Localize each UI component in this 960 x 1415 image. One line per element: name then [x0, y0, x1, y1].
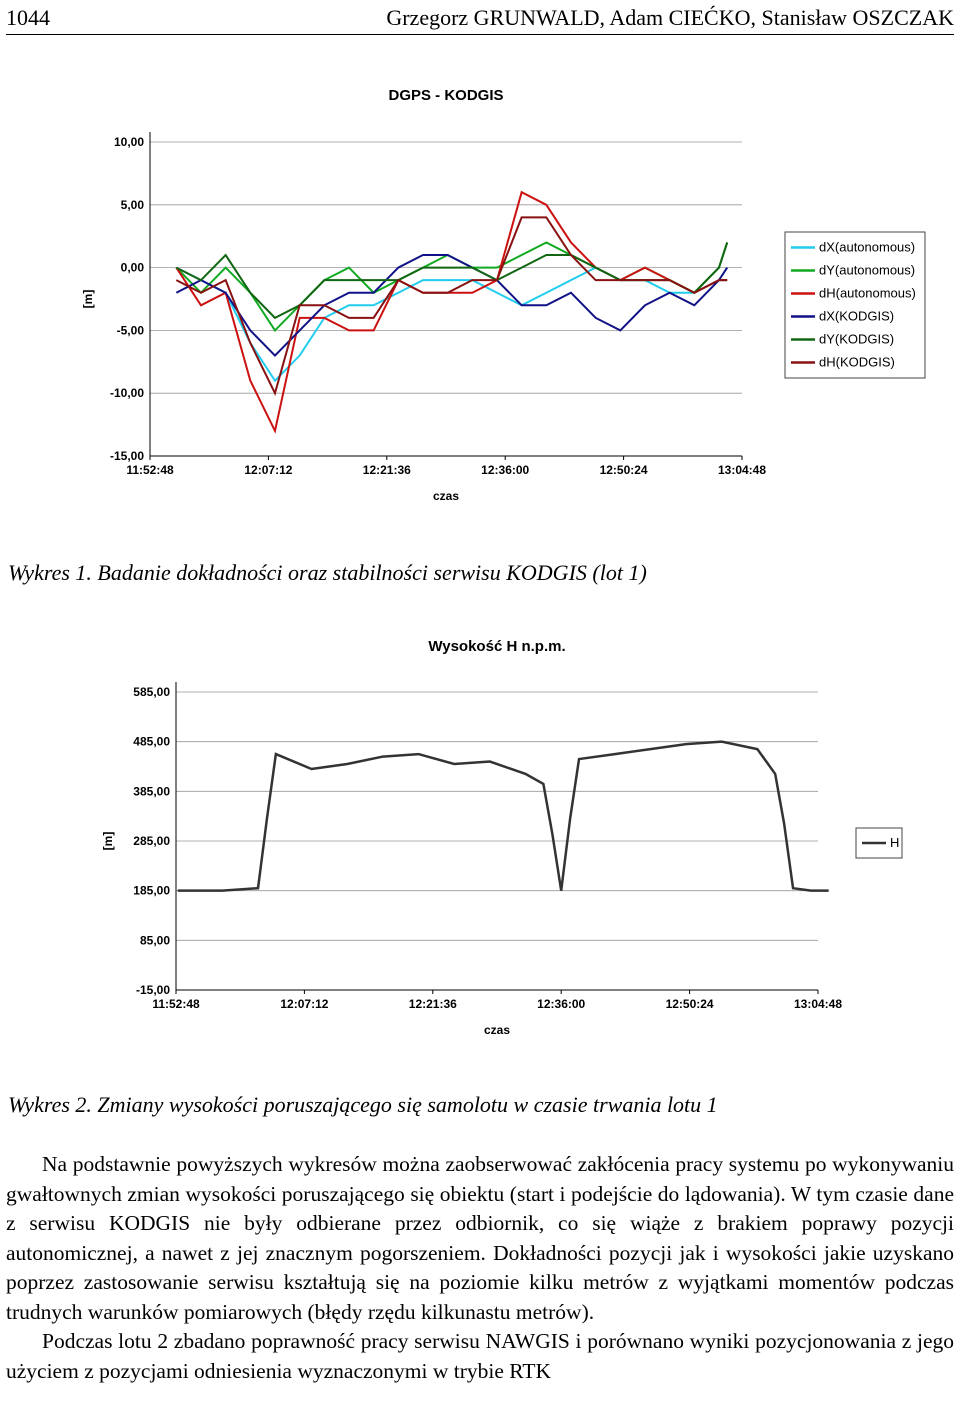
y-tick-label: -10,00: [109, 386, 144, 401]
x-tick-label: 11:52:48: [126, 463, 174, 477]
y-tick-label: 585,00: [133, 685, 170, 699]
x-tick-label: 13:04:48: [793, 997, 843, 1011]
y-tick-label: 85,00: [139, 933, 170, 948]
y-tick-label: 185,00: [133, 883, 170, 898]
y-tick-label: 0,00: [120, 260, 144, 275]
paragraph-1: Na podstawnie powyższych wykresów można zaobserwować zakłócenia pracy systemu po wykonywaniu gwałtownych zmian wysokości poruszającego się obiektu (start i podejście do lądowania). W tym czasie dane z serwisu KODGIS nie były odbierane przez odbiornik, co się wiąże z brakiem poprawy pozycji autonomicznej, a nawet z jej znacznym pogorszeniem. Dokładności pozycji jak i wysokości jakie uzyskano poprzez zastosowanie serwisu kształtują się na poziomie kilku metrów z wyjątkami momentów podczas trudnych warunków pomiarowych (błędy rzędu kilkunastu metrów).: [6, 1152, 954, 1324]
page-header: [6, 4, 954, 35]
chart-title: Wysokość H n.p.m.: [428, 638, 566, 655]
x-tick-label: 12:50:24: [665, 997, 714, 1011]
y-tick-label: -5,00: [116, 323, 144, 338]
x-tick-label: 13:04:48: [717, 463, 767, 477]
x-tick-label: 12:21:36: [408, 997, 457, 1011]
y-axis-label: [m]: [101, 831, 115, 851]
legend-label: dX(KODGIS): [819, 308, 895, 324]
y-tick-label: -15,00: [109, 449, 144, 463]
series-line: [178, 742, 829, 891]
y-tick-label: -15,00: [135, 983, 170, 997]
legend-label: dH(autonomous): [819, 285, 916, 301]
figure2-caption: Wykres 2. Zmiany wysokości poruszającego się samolotu w czasie trwania lotu 1: [8, 1092, 718, 1117]
chart-height: [0, 600, 960, 1080]
x-axis-label: czas: [432, 489, 460, 503]
x-tick-label: 12:21:36: [362, 463, 411, 477]
authors: Grzegorz GRUNWALD, Adam CIEĆKO, Stanisław OSZCZAK: [386, 5, 954, 30]
body-text: [6, 1150, 954, 1386]
y-tick-label: 485,00: [133, 734, 170, 749]
legend-label: dH(KODGIS): [819, 354, 895, 370]
x-tick-label: 12:07:12: [244, 463, 293, 477]
paragraph-2: Podczas lotu 2 zbadano poprawność pracy serwisu NAWGIS i porównano wyniki pozycjonowania z jego użyciem z pozycjami odniesienia wyznaczonymi w trybie RTK: [6, 1329, 954, 1383]
x-tick-label: 12:36:00: [481, 463, 530, 477]
legend-label: H: [890, 835, 900, 850]
x-tick-label: 11:52:48: [152, 997, 200, 1011]
y-tick-label: 10,00: [113, 135, 144, 149]
figure1-caption: Wykres 1. Badanie dokładności oraz stabilności serwisu KODGIS (lot 1): [8, 560, 647, 585]
chart-title: DGPS - KODGIS: [388, 87, 504, 104]
x-tick-label: 12:50:24: [599, 463, 648, 477]
chart-dgps-kodgis-svg: [0, 60, 960, 520]
y-tick-label: 5,00: [120, 197, 144, 212]
legend-label: dY(KODGIS): [819, 331, 895, 347]
y-tick-label: 385,00: [133, 784, 170, 799]
chart-height-svg: [0, 600, 960, 1080]
legend-label: dY(autonomous): [819, 262, 916, 278]
series-line: [176, 192, 727, 431]
page-number: 1044: [6, 5, 50, 30]
y-tick-label: 285,00: [133, 834, 170, 848]
series-line: [176, 242, 727, 330]
x-tick-label: 12:07:12: [280, 997, 329, 1011]
legend-label: dX(autonomous): [819, 239, 916, 255]
chart-dgps-kodgis: [0, 60, 960, 520]
x-axis-label: czas: [483, 1023, 511, 1037]
series-line: [176, 268, 727, 381]
x-tick-label: 12:36:00: [537, 997, 586, 1011]
y-axis-label: [m]: [81, 289, 95, 309]
